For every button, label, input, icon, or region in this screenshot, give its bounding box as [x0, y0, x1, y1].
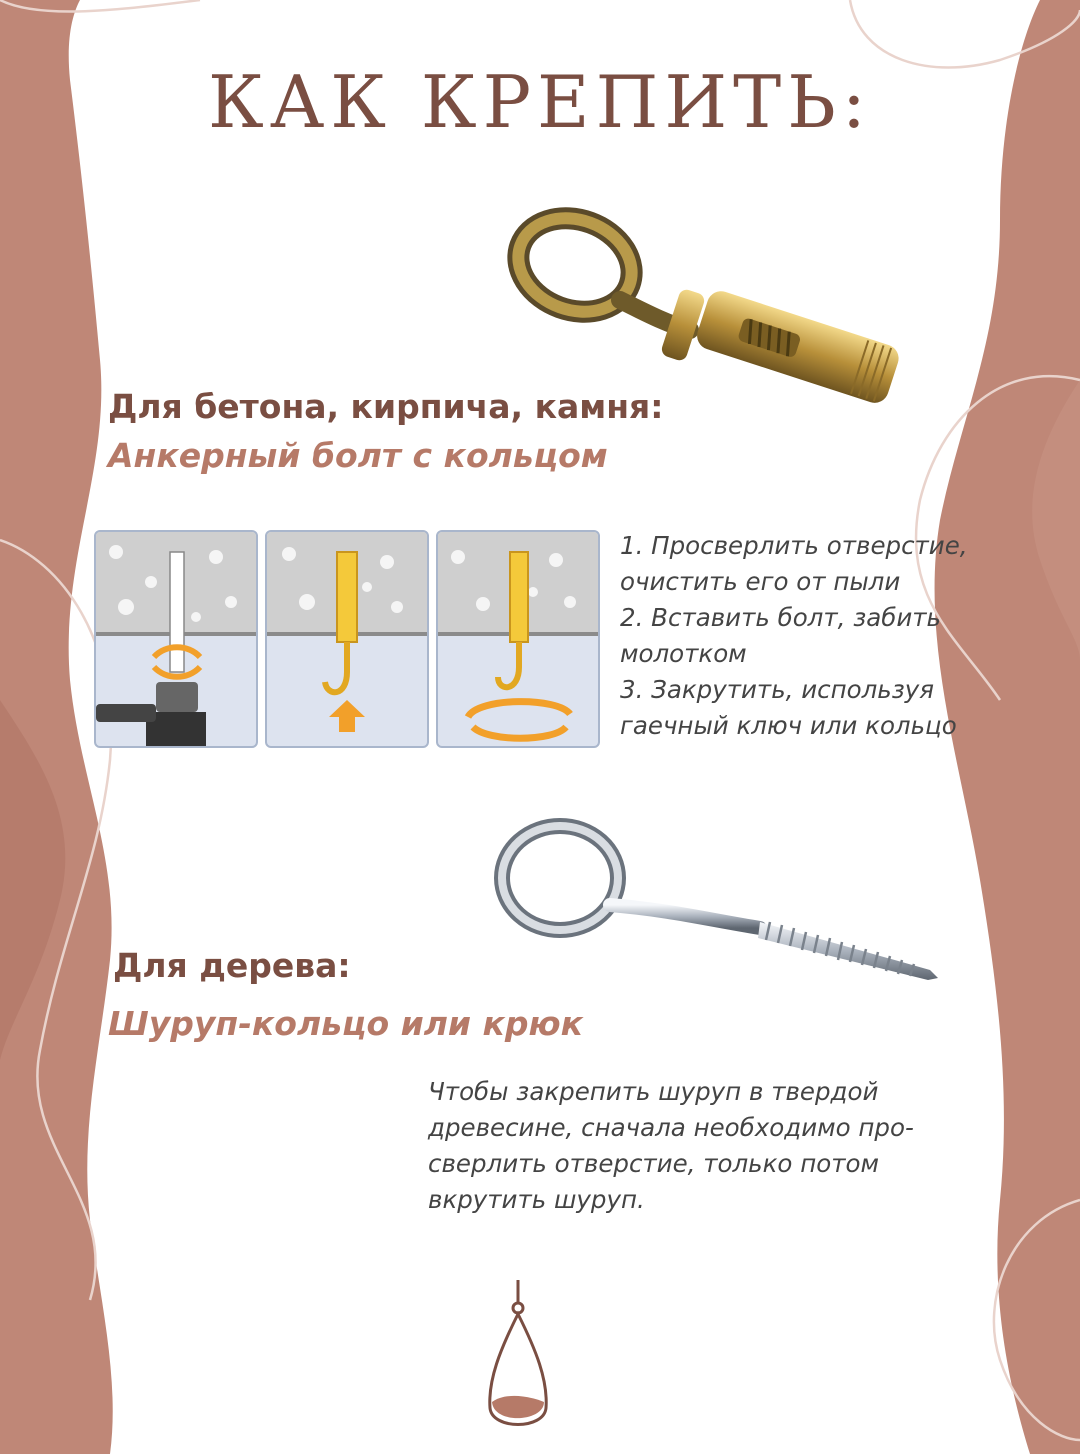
concrete-steps	[620, 528, 968, 744]
description-line: сверлить отверстие, только потом	[428, 1149, 879, 1178]
concrete-subheading: Анкерный болт с кольцом	[108, 436, 608, 475]
step-drill-panel	[94, 530, 258, 748]
step-twist-panel	[436, 530, 600, 748]
eye-screw-icon	[490, 810, 950, 990]
concrete-heading: Для бетона, кирпича, камня:	[108, 387, 664, 426]
wood-subheading: Шуруп-кольцо или крюк	[108, 1004, 584, 1043]
step-insert-panel	[265, 530, 429, 748]
wood-description	[428, 1074, 914, 1218]
page-title: КАК КРЕПИТЬ:	[208, 60, 872, 144]
step-line: 1. Просверлить отверстие,	[620, 531, 968, 560]
description-line: Чтобы закрепить шуруп в твердой	[428, 1077, 879, 1106]
description-line: древесине, сначала необходимо про-	[428, 1113, 914, 1142]
hanging-drop-logo-icon	[480, 1280, 560, 1440]
description-line: вкрутить шуруп.	[428, 1185, 645, 1214]
step-line: гаечный ключ или кольцо	[620, 711, 957, 740]
step-line: молотком	[620, 639, 747, 668]
step-line: очистить его от пыли	[620, 567, 901, 596]
wood-heading: Для дерева:	[113, 946, 351, 985]
step-line: 2. Вставить болт, забить	[620, 603, 941, 632]
step-line: 3. Закрутить, используя	[620, 675, 934, 704]
